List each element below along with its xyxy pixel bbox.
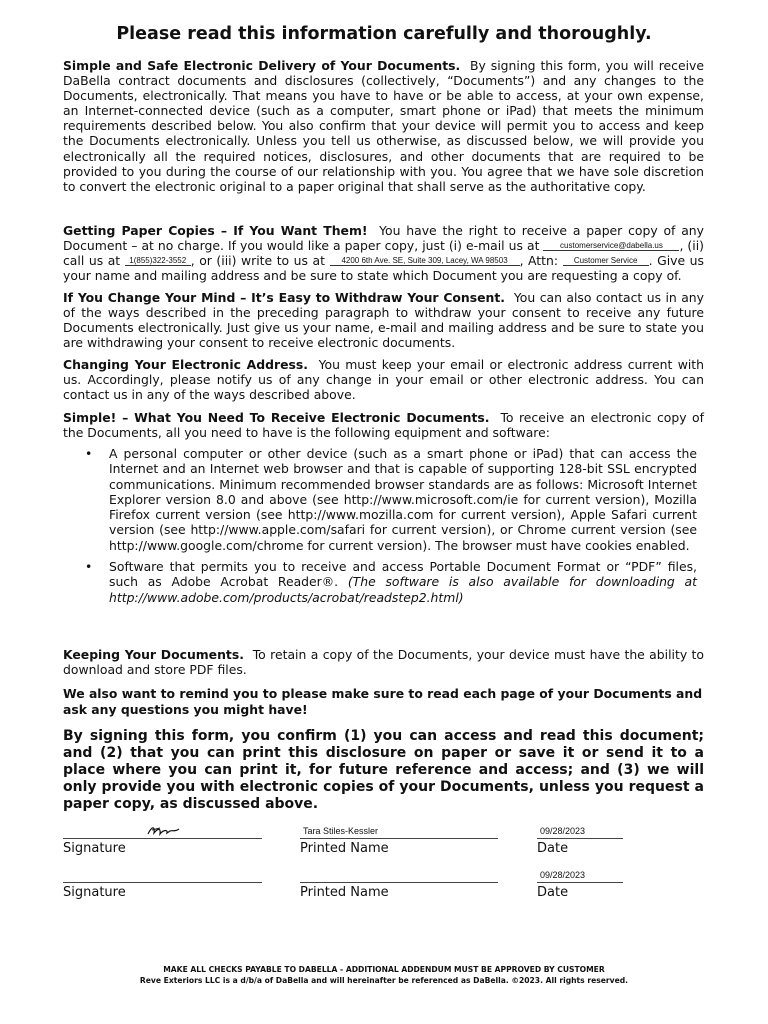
delivery-text: By signing this form, you will receive DaBella contract documents and disclosures (collectively, “Documents”) and any changes to the Documents, electronically. That means you have to have or be able to access, at your own expense, an Internet-connected device (such as a computer, smart phone or iPad) that meets the minimum requirements described below. You also confirm that your device will permit you to access and keep the Documents electronically. Unless you tell us otherwise, as discussed below, we will provide you electronically all the required notices, disclosures, and other documents that are required to be provided to you during the course of our relationship with you. You agree that we have sole discretion to convert the electronic original to a paper original that shall serve as the authoritative copy.	[63, 58, 704, 194]
address-field[interactable]: 4200 6th Ave. SE, Suite 309, Lacey, WA 98503	[330, 256, 520, 266]
paper-text-3: , or (iii) write to us at	[190, 253, 325, 269]
keeping-text: To retain a copy of the Documents, your device must have the ability to download and store PDF files.	[63, 647, 704, 678]
date-value-1: 09/28/2023	[540, 826, 586, 836]
footer-line-1: MAKE ALL CHECKS PAYABLE TO DABELLA - ADDITIONAL ADDENDUM MUST BE APPROVED BY CUSTOMER	[163, 965, 605, 974]
date-label-2: Date	[537, 885, 569, 900]
bullet-2-text: Software that permits you to receive and access Portable Document Format or “PDF” files, such as Adobe Acrobat Reader®.	[109, 559, 697, 590]
signature-label-2: Signature	[63, 885, 126, 900]
date-value-2: 09/28/2023	[540, 870, 586, 880]
requirements-section	[63, 410, 704, 440]
date-label-1: Date	[537, 841, 569, 856]
printed-name-line-1[interactable]	[300, 838, 498, 839]
requirements-text: To receive an electronic copy of the Documents, all you need to have is the following equipment and software:	[63, 410, 704, 441]
phone-field[interactable]: 1(855)322-3552	[125, 256, 191, 266]
attn-field[interactable]: Customer Service	[563, 256, 649, 266]
printed-name-label-1: Printed Name	[300, 841, 389, 856]
requirements-list	[85, 446, 697, 611]
withdraw-text: You can also contact us in any of the ways described in the preceding paragraph to withdraw your consent to receive any future Documents electronically. Just give us your name, e-mail and mailing address and be sure to state you are withdrawing your consent to receive electronic documents.	[63, 290, 704, 351]
printed-name-line-2[interactable]	[300, 882, 498, 883]
reminder-text: We also want to remind you to please make sure to read each page of your Documents and ask any questions you might have!	[63, 686, 703, 717]
email-field[interactable]: customerservice@dabella.us	[543, 241, 679, 251]
footer-line-2: Reve Exteriors LLC is a d/b/a of DaBella and will hereinafter be referenced as DaBella. ©2023. All rights reserved.	[139, 976, 629, 985]
signature-label-1: Signature	[63, 841, 126, 856]
bullet-1-text: A personal computer or other device (such as a smart phone or iPad) that can access the Internet and an Internet web browser and that is capable of supporting 128-bit SSL encrypted communications. Minimum recommended browser standards are as follows: Microsoft Internet Explorer version 8.0 and above (see http://www.microsoft.com/ie for current version), Mozilla Firefox current version (see http://www.mozilla.com for current version), Apple Safari current version (see http://www.apple.com/safari for current version), or Chrome current version (see http://www.google.com/chrome for current version). The browser must have cookies enabled.	[109, 446, 697, 553]
signature-line-2[interactable]	[63, 882, 262, 883]
date-line-1[interactable]	[537, 838, 623, 839]
paper-heading: Getting Paper Copies – If You Want Them!	[63, 223, 368, 238]
page-title: Please read this information carefully and thoroughly.	[116, 24, 652, 44]
keeping-section	[63, 647, 704, 677]
paper-text-1: You have the right to receive a paper copy of any Document – at no charge. If you would like a paper copy, just (i) e-mail us at	[63, 223, 704, 254]
list-item	[85, 446, 697, 553]
handwritten-signature-icon	[146, 824, 182, 838]
withdraw-heading: If You Change Your Mind – It’s Easy to Withdraw Your Consent.	[63, 290, 505, 305]
list-item	[85, 559, 697, 605]
delivery-section	[63, 58, 704, 194]
keeping-heading: Keeping Your Documents.	[63, 647, 244, 662]
paper-text-2: , (ii) call us at	[63, 238, 704, 269]
confirmation-text: By signing this form, you confirm (1) you can access and read this document; and (2) that you can print this disclosure on paper or save it or send it to a place where you can print it, for future reference and access; and (3) we will only provide you with electronic copies of your Documents, unless you request a paper copy, as discussed above.	[63, 728, 704, 812]
withdraw-section	[63, 290, 704, 350]
requirements-heading: Simple! – What You Need To Receive Electronic Documents.	[63, 410, 490, 425]
address-change-text: You must keep your email or electronic address current with us. Accordingly, please notify us of any change in your email or other electronic address. You can contact us in any of the ways described above.	[63, 357, 704, 403]
printed-name-value-1: Tara Stiles-Kessler	[303, 826, 379, 836]
bullet-icon: •	[85, 446, 93, 461]
printed-name-label-2: Printed Name	[300, 885, 389, 900]
paper-copies-section	[63, 223, 704, 283]
address-change-section	[63, 357, 704, 402]
bullet-2-italic: (The software is also available for downloading at http://www.adobe.com/products/acrobat/readstep2.html)	[109, 574, 697, 605]
paper-text-5: . Give us your name and mailing address and be sure to state which Document you are requesting a copy of.	[63, 253, 704, 284]
date-line-2[interactable]	[537, 882, 623, 883]
paper-text-4: , Attn:	[519, 253, 559, 269]
bullet-icon: •	[85, 559, 93, 575]
delivery-heading: Simple and Safe Electronic Delivery of Your Documents.	[63, 58, 461, 73]
signature-line-1[interactable]	[63, 838, 262, 839]
address-change-heading: Changing Your Electronic Address.	[63, 357, 308, 372]
